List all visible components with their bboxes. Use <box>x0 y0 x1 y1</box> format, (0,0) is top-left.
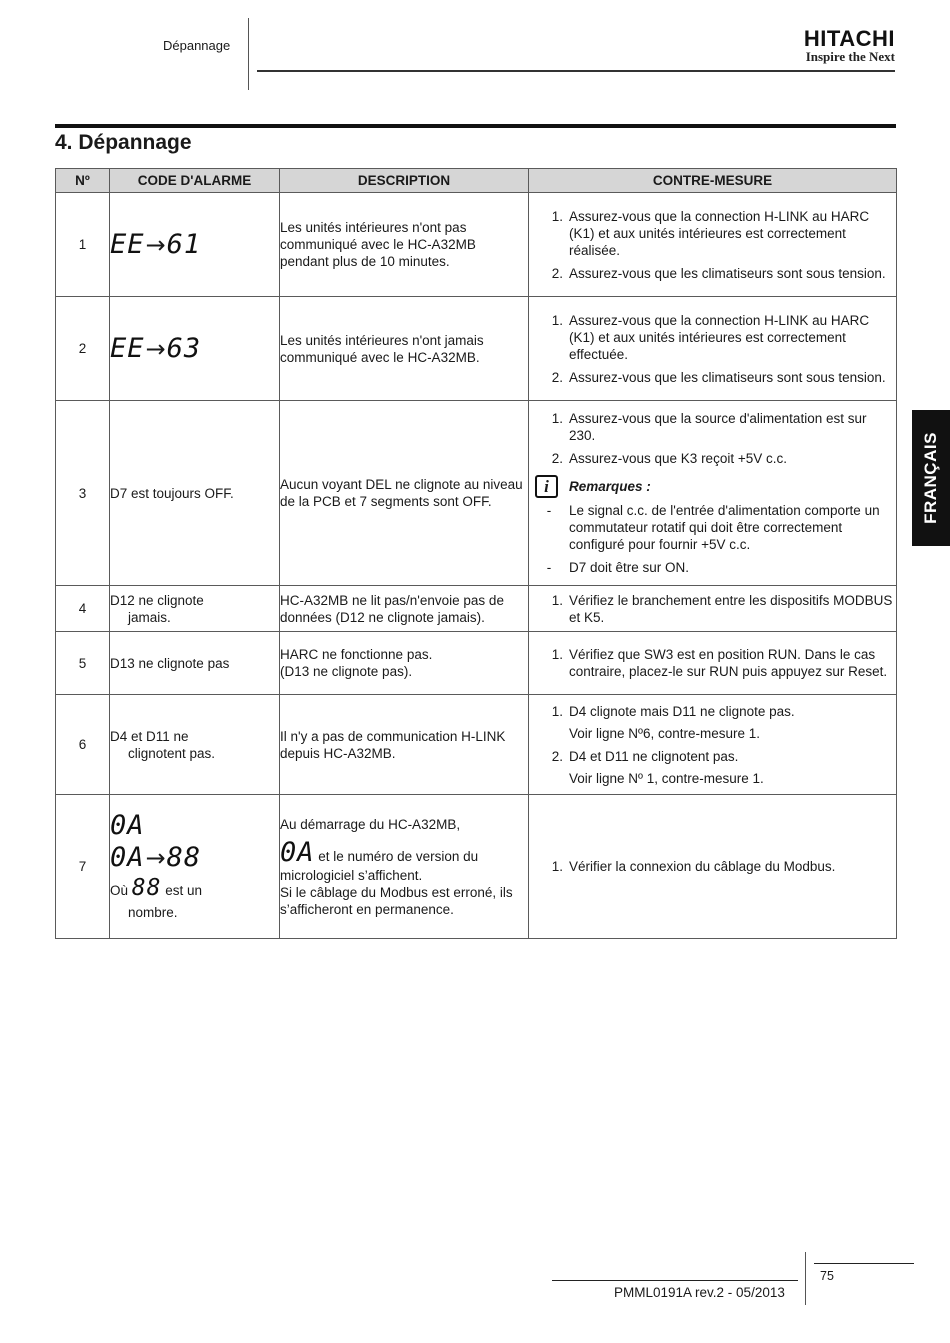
header-rule <box>257 70 895 72</box>
countermeasure-item <box>529 748 896 765</box>
page-title: 4. Dépannage <box>55 131 192 154</box>
row-number: 5 <box>56 632 110 695</box>
seven-segment-code: 88 <box>166 842 202 873</box>
item-number: 1. <box>551 647 563 662</box>
code-line: D4 et D11 ne <box>110 728 189 744</box>
header-section-label: Dépannage <box>163 38 231 53</box>
remarks-label: Remarques : <box>569 479 651 494</box>
item-text: D4 et D11 ne clignotent pas. <box>569 748 739 764</box>
countermeasure-note: Voir ligne Nº 1, contre-mesure 1. <box>569 770 764 786</box>
alarm-code-cell: D13 ne clignote pas <box>110 632 280 695</box>
row-number: 6 <box>56 695 110 795</box>
item-number: 1. <box>551 592 563 608</box>
countermeasure-item <box>529 369 896 386</box>
description-cell: Il n'y a pas de communication H-LINK depuis HC-A32MB. <box>280 695 529 795</box>
footer-divider-vertical <box>805 1252 806 1305</box>
countermeasure-cell <box>529 795 897 939</box>
countermeasure-cell <box>529 401 897 586</box>
description-text: et le numéro de version du micrologiciel s’affichent. <box>280 848 479 883</box>
document-reference: PMML0191A rev.2 - 05/2013 <box>614 1285 785 1300</box>
item-text: Assurez-vous que la connection H-LINK au HARC (K1) et aux unités intérieures est correctement effectuée. <box>569 312 870 362</box>
col-header-number: Nº <box>56 169 110 193</box>
description-cell: Aucun voyant DEL ne clignote au niveau de la PCB et 7 segments sont OFF. <box>280 401 529 586</box>
item-text: D7 doit être sur ON. <box>569 560 690 575</box>
table-row <box>56 695 897 795</box>
description-cell <box>280 795 529 939</box>
seven-segment-code: 88 <box>131 875 162 901</box>
hitachi-logo <box>804 28 895 64</box>
description-line: (D13 ne clignote pas). <box>280 664 413 679</box>
item-number: 1. <box>551 859 563 874</box>
item-bullet: - <box>546 503 552 518</box>
seven-segment-code: EE <box>110 228 145 260</box>
row-number: 3 <box>56 401 110 586</box>
countermeasure-cell <box>529 695 897 795</box>
item-text: D4 clignote mais D11 ne clignote pas. <box>569 703 795 719</box>
table-row <box>56 632 897 695</box>
remarks-heading <box>529 475 896 498</box>
logo-brand: HITACHI <box>803 26 895 51</box>
description-line: Au démarrage du HC-A32MB, <box>280 816 461 832</box>
alarm-code-cell: D7 est toujours OFF. <box>110 401 280 586</box>
item-number: 2. <box>551 748 563 764</box>
item-number: 1. <box>551 703 563 719</box>
code-text: est un <box>165 883 203 898</box>
item-text: Vérifiez le branchement entre les dispositifs MODBUS et K5. <box>569 592 893 625</box>
alarm-code-cell <box>110 586 280 632</box>
countermeasure-item <box>529 208 896 259</box>
seven-segment-code: 0A <box>280 836 315 868</box>
alarm-code-cell <box>110 297 280 401</box>
page-number: 75 <box>820 1269 834 1283</box>
footer-rule-short <box>814 1263 914 1264</box>
code-line: jamais. <box>128 609 171 625</box>
alarm-code-cell <box>110 193 280 297</box>
table-row <box>56 586 897 632</box>
item-text: Le signal c.c. de l'entrée d'alimentation comporte un commutateur rotatif qui doit être correctement configuré pour fournir +5V c.c. <box>569 503 880 552</box>
seven-segment-code: 0A <box>110 842 145 873</box>
item-number: 1. <box>551 312 563 328</box>
item-number: 1. <box>551 411 563 426</box>
countermeasure-item <box>529 265 896 282</box>
col-header-countermeasure: CONTRE-MESURE <box>529 169 897 193</box>
code-line <box>110 844 279 872</box>
item-text: Assurez-vous que les climatiseurs sont sous tension. <box>569 265 886 281</box>
table-row <box>56 193 897 297</box>
countermeasure-item <box>529 410 896 444</box>
countermeasure-item <box>529 703 896 720</box>
footer-rule <box>552 1280 798 1281</box>
table-row <box>56 795 897 939</box>
item-text: Assurez-vous que la connection H-LINK au HARC (K1) et aux unités intérieures est correctement réalisée. <box>569 208 870 258</box>
countermeasure-cell <box>529 193 897 297</box>
alarm-code-cell <box>110 695 280 795</box>
language-tab-label: FRANÇAIS <box>921 432 940 524</box>
description-line: HARC ne fonctionne pas. <box>280 647 433 662</box>
description-cell: Les unités intérieures n'ont pas communiqué avec le HC-A32MB pendant plus de 10 minutes. <box>280 193 529 297</box>
row-number: 1 <box>56 193 110 297</box>
countermeasure-item <box>529 312 896 363</box>
troubleshooting-table <box>55 168 897 939</box>
logo-tagline: Inspire the Next <box>805 49 895 64</box>
row-number: 4 <box>56 586 110 632</box>
description-cell: Les unités intérieures n'ont jamais communiqué avec le HC-A32MB. <box>280 297 529 401</box>
header-divider-vertical <box>248 18 249 90</box>
item-number: 2. <box>551 369 563 385</box>
description-line <box>280 836 528 884</box>
code-line: D12 ne clignote <box>110 592 204 608</box>
item-number: 2. <box>551 265 563 281</box>
remark-item <box>529 559 896 576</box>
seven-segment-code: EE <box>110 332 145 364</box>
countermeasure-item <box>529 592 896 626</box>
item-text: Vérifiez que SW3 est en position RUN. Dans le cas contraire, placez-le sur RUN puis appuyez sur Reset. <box>569 647 888 679</box>
item-text: Assurez-vous que la source d'alimentation est sur 230. <box>569 411 867 443</box>
description-cell: HC-A32MB ne lit pas/n'envoie pas de données (D12 ne clignote jamais). <box>280 586 529 632</box>
arrow-right-icon: → <box>145 334 166 363</box>
info-icon: i <box>535 475 558 498</box>
code-line <box>110 812 279 840</box>
arrow-right-icon: → <box>145 844 166 872</box>
table-header-row <box>56 169 897 193</box>
seven-segment-code: 63 <box>166 332 202 364</box>
item-text: Vérifier la connexion du câblage du Modbus. <box>569 859 836 874</box>
item-number: 1. <box>551 208 563 224</box>
code-line: clignotent pas. <box>128 745 216 761</box>
code-line <box>110 876 279 921</box>
remark-item <box>529 502 896 553</box>
table-row <box>56 297 897 401</box>
item-text: Assurez-vous que K3 reçoit +5V c.c. <box>569 451 787 466</box>
countermeasure-cell <box>529 297 897 401</box>
seven-segment-code: 61 <box>166 228 202 260</box>
countermeasure-item <box>529 858 896 875</box>
item-text: Assurez-vous que les climatiseurs sont sous tension. <box>569 369 886 385</box>
code-text: Où <box>110 883 129 898</box>
countermeasure-cell <box>529 632 897 695</box>
col-header-description: DESCRIPTION <box>280 169 529 193</box>
row-number: 2 <box>56 297 110 401</box>
title-rule <box>55 124 896 128</box>
arrow-right-icon: → <box>145 230 166 259</box>
seven-segment-code: 0A <box>110 810 145 841</box>
item-number: 2. <box>551 451 563 466</box>
table-row <box>56 401 897 586</box>
row-number: 7 <box>56 795 110 939</box>
countermeasure-note: Voir ligne Nº6, contre-mesure 1. <box>569 725 761 741</box>
col-header-alarm-code: CODE D'ALARME <box>110 169 280 193</box>
language-tab <box>912 410 950 546</box>
code-text: nombre. <box>128 905 178 920</box>
countermeasure-cell <box>529 586 897 632</box>
countermeasure-item <box>529 450 896 467</box>
description-cell <box>280 632 529 695</box>
alarm-code-cell <box>110 795 280 939</box>
item-bullet: - <box>546 560 552 575</box>
description-line: Si le câblage du Modbus est erroné, ils s’afficheront en permanence. <box>280 884 513 917</box>
countermeasure-item <box>529 646 896 680</box>
